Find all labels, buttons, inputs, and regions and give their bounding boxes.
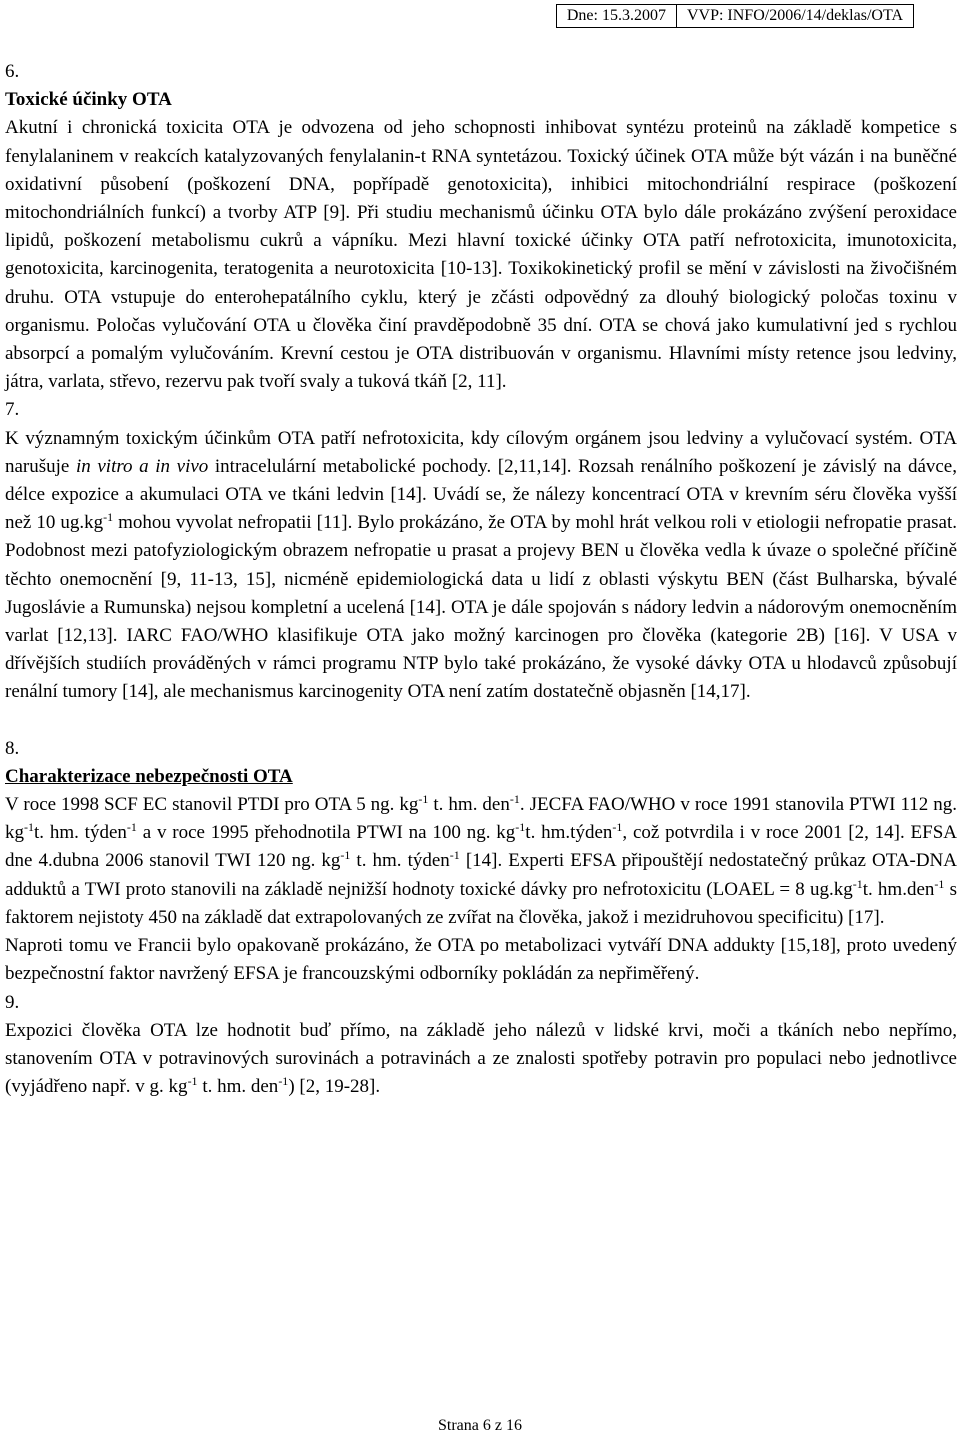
section-8-paragraph-1 [5, 791, 957, 932]
section-6-paragraph: Akutní i chronická toxicita OTA je odvozena od jeho schopnosti inhibovat syntézu proteinů na základě kompetice s fenylalaninem v reakcích katalyzovaných fenylalanin-t RNA syntetázou. Toxický účinek OTA může být vázán i na buněčné oxidativní působení (poškození DNA, popřípadě genotoxicita), inhibici mitochondriální respirace (poškození mitochondriálních funkcí) a tvorby ATP [9]. Při studiu mechanismů účinku OTA bylo dále prokázáno zvýšení peroxidace lipidů, poškození metabolismu cukrů a vápníku. Mezi hlavní toxické účinky OTA patří nefrotoxicita, imunotoxicita, genotoxicita, karcinogenita, teratogenita a neurotoxicita [10-13]. Toxikokinetický profil se mění v závislosti na živočišném druhu. OTA vstupuje do enterohepatálního cyklu, který je zčásti odpovědný za dlouhý biologický poločas toxinu v organismu. Poločas vylučování OTA u člověka činí pravděpodobně 35 dní. OTA se chová jako kumulativní jed s rychlou absorpcí a pomalým vylučováním. Krevní cestou je OTA distribuován v organismu. Hlavními místy retence jsou ledviny, játra, varlata, střevo, rezervu pak tvoří svaly a tuková tkáň [2, 11]. [5, 117, 957, 393]
s8-t1: V roce 1998 SCF EC stanovil PTDI pro OTA 5 ng. kg [5, 794, 419, 816]
s8-t9: [14]. Experti EFSA připouštějí nedostatečný průkaz OTA-DNA adduktů a TWI proto stanovili na základě nejnižší hodnoty toxické dávky pro nefrotoxicitu (LOAEL = 8 ug.kg [5, 850, 957, 900]
document-header [556, 4, 914, 28]
s9-sup2: -1 [278, 1074, 289, 1089]
section-6-number: 6. [5, 61, 20, 82]
s7-italic: in vitro a in vivo [75, 455, 209, 477]
s8-t7: , což potvrdila i v roce 2001 [2, 14]. EFSA dne 4.dubna 2006 stanovil TWI 120 ng. kg [5, 822, 957, 872]
section-8-title: Charakterizace nebezpečnosti OTA [5, 765, 293, 787]
document-body [5, 58, 957, 1101]
s9-t1: Expozici člověka OTA lze hodnotit buď přímo, na základě jeho nálezů v lidské krvi, moči a tkáních nebo nepřímo, stanovením OTA v potravinových surovinách a potravinách a ze znalosti spotřeby potravin pro populaci nebo jednotlivce (vyjádřeno např. v g. kg [5, 1019, 957, 1098]
s8-t5: a v roce 1995 přehodnotila PTWI na 100 ng. kg [136, 822, 516, 844]
s8-sup4: -1 [126, 820, 137, 835]
s8-t11: s faktorem nejistoty 450 na základě dat extrapolovaných ze zvířat na člověka, jakož i mezidruhovou specificitu) [17]. [5, 878, 957, 928]
s8-sup9: -1 [852, 876, 863, 891]
s8-t6: t. hm.týden [525, 822, 613, 844]
s8-t8: t. hm. týden [350, 850, 450, 872]
section-9-paragraph [5, 1017, 957, 1102]
s8-t2: t. hm. den [428, 794, 510, 816]
section-8-paragraph-2: Naproti tomu ve Francii bylo opakovaně prokázáno, že OTA po metabolizaci vytváří DNA addukty [15,18], proto uvedený bezpečnostní faktor navržený EFSA je francouzskými odborníky pokládán za nepřiměřený. [5, 935, 957, 985]
section-7-paragraph [5, 425, 957, 707]
section-9-number: 9. [5, 991, 20, 1013]
s7-text-2: intracelulární metabolické pochody. [2,11,14]. Rozsah renálního poškození je závislý na dávce, délce expozice a akumulaci OTA ve tkáni ledvin [14]. Uvádí se, že nálezy koncentrací OTA v krevním séru člověka vyšší než 10 ug.kg [5, 455, 957, 534]
section-8-number: 8. [5, 737, 20, 759]
section-6-title: Toxické účinky OTA [5, 89, 172, 111]
s7-text-1: K významným toxickým účinkům OTA patří nefrotoxicita, kdy cílovým orgánem jsou ledviny a vylučovací systém. OTA narušuje [5, 427, 957, 477]
page-footer: Strana 6 z 16 [438, 1417, 522, 1434]
s8-sup10: -1 [934, 876, 945, 891]
s8-sup8: -1 [449, 848, 460, 863]
s8-t4: t. hm. týden [34, 822, 127, 844]
s8-sup2: -1 [509, 792, 520, 807]
s9-t3: ) [2, 19-28]. [288, 1076, 381, 1098]
header-date: Dne: 15.3.2007 [566, 7, 666, 24]
s8-sup6: -1 [612, 820, 623, 835]
s8-sup7: -1 [340, 848, 351, 863]
s8-sup5: -1 [515, 820, 526, 835]
s9-t2: t. hm. den [197, 1076, 279, 1098]
s8-t10: t. hm.den [862, 878, 935, 900]
s9-sup1: -1 [187, 1074, 198, 1089]
header-reference: VVP: INFO/2006/14/deklas/OTA [676, 5, 913, 27]
section-7-number: 7. [5, 399, 20, 421]
s7-text-3: mohou vyvolat nefropatii [11]. Bylo prokázáno, že OTA by mohl hrát velkou roli v etiologii nefropatie prasat. Podobnost mezi patofyziologickým obrazem nefropatie u prasat a projevy BEN u člověka vedla k úvaze o společné příčině těchto onemocnění [9, 11-13, 15], nicméně epidemiologická data u lidí z oblasti výskytu BEN (část Bulharska, bývalé Jugoslávie a Rumunska) nejsou kompletní a ucelená [14]. OTA je dále spojován s nádory ledvin a nádorovým onemocněním varlat [12,13]. IARC FAO/WHO klasifikuje OTA jako možný karcinogen pro člověka (kategorie 2B) [16]. V USA v dřívějších studiích prováděných v rámci programu NTP bylo také prokázáno, že vysoké dávky OTA u hlodavců způsobují renální tumory [14], ale mechanismus karcinogenity OTA není zatím dostatečně objasněn [14,17]. [5, 512, 957, 703]
section-gap [5, 707, 957, 735]
s7-sup: -1 [103, 510, 114, 525]
s8-sup3: -1 [24, 820, 34, 835]
s8-t3: . JECFA FAO/WHO v roce 1991 stanovila PTWI 112 ng. kg [5, 794, 957, 844]
s8-sup1: -1 [418, 792, 429, 807]
